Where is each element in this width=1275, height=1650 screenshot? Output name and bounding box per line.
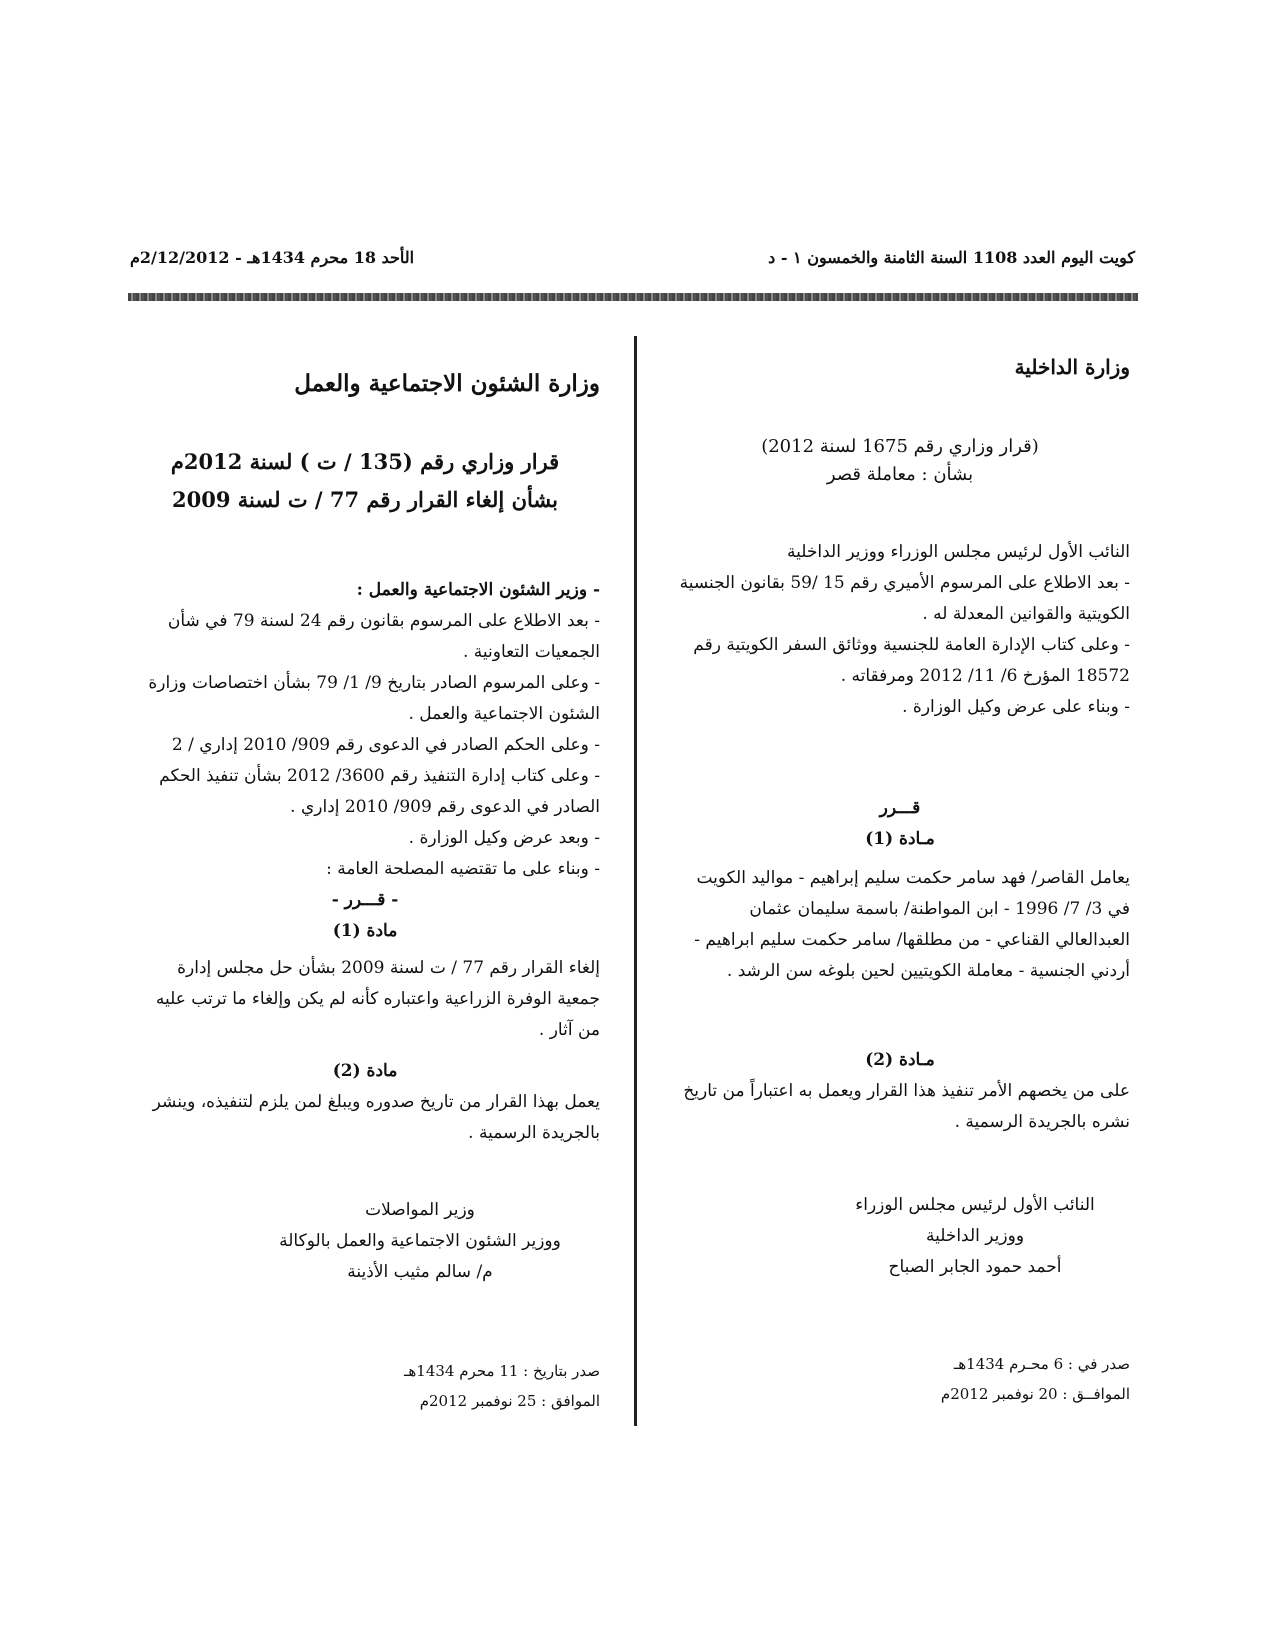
decision-title: قرار وزاري رقم (135 / ت ) لسنة 2012م <box>170 449 560 474</box>
article-1-text: يعامل القاصر/ فهد سامر حكمت سليم إبراهيم - مواليد الكويت في 3/ 7/ 1996 - ابن المواطنة/ باسمة سليمان عثمان العبدالعالي القناعي - من مطلقها/ سامر حكمت سليم ابراهيم - أردني الجنسية - معاملة الكويتيين لحين بلوغه سن الرشد . <box>694 868 1130 981</box>
signature-block <box>130 1195 600 1288</box>
preamble-line: - وعلى كتاب إدارة التنفيذ رقم 3600/ 2012 بشأن تنفيذ الحكم الصادر في الدعوى رقم 909/ 2010 إداري . <box>159 766 600 817</box>
preamble-line: - وعلى المرسوم الصادر بتاريخ 9/ 1/ 79 بشأن اختصاصات وزارة الشئون الاجتماعية والعمل . <box>148 673 600 724</box>
header-rule <box>128 293 1138 301</box>
signature-line: ووزير الشئون الاجتماعية والعمل بالوكالة <box>279 1231 561 1251</box>
preamble-line: - بعد الاطلاع على المرسوم بقانون رقم 24 لسنة 79 في شأن الجمعيات التعاونية . <box>167 611 600 662</box>
article-2-title: مادة (2) <box>332 1061 398 1081</box>
decision-body <box>670 793 1130 1138</box>
decision-subject: بشأن : معاملة قصر <box>826 464 974 485</box>
preamble-line: النائب الأول لرئيس مجلس الوزراء ووزير الداخلية <box>786 542 1130 562</box>
header-issue-info: كويت اليوم العدد 1108 السنة الثامنة والخمسون ١ - د <box>768 248 1135 267</box>
interior-decision-column <box>670 352 1130 1409</box>
decision-body <box>130 885 600 1149</box>
decision-title: (قرار وزاري رقم 1675 لسنة 2012) <box>761 436 1039 457</box>
preamble-line: - وعلى الحكم الصادر في الدعوى رقم 909/ 2010 إداري / 2 <box>171 735 600 755</box>
issued-date: صدر في : 6 محـرم 1434هـ <box>953 1355 1130 1373</box>
preamble <box>130 575 600 885</box>
preamble-line: - وعلى كتاب الإدارة العامة للجنسية ووثائق السفر الكويتية رقم 18572 المؤرخ 6/ 11/ 2012 ومرفقاته . <box>693 635 1130 686</box>
signature-line: وزير المواصلات <box>365 1200 475 1220</box>
social-affairs-decision-column <box>130 368 600 1416</box>
preamble-line: - بعد الاطلاع على المرسوم الأميري رقم 15 /59 بقانون الجنسية الكويتية والقوانين المعدلة له . <box>679 573 1130 624</box>
decided-heading: - قـــرر - <box>331 890 399 910</box>
article-2-text: يعمل بهذا القرار من تاريخ صدوره ويبلغ لمن يلزم لتنفيذه، وينشر بالجريدة الرسمية . <box>152 1092 600 1143</box>
signature-block <box>670 1190 1130 1283</box>
column-divider <box>634 336 637 1426</box>
corresponding-date: الموافق : 25 نوفمبر 2012م <box>419 1392 600 1410</box>
ministry-heading: وزارة الداخلية <box>1014 355 1130 379</box>
signature-line: النائب الأول لرئيس مجلس الوزراء <box>855 1195 1095 1215</box>
decision-subject: بشأن إلغاء القرار رقم 77 / ت لسنة 2009 <box>172 487 558 512</box>
corresponding-date: الموافــق : 20 نوفمبر 2012م <box>940 1385 1130 1403</box>
preamble-line: - وزير الشئون الاجتماعية والعمل : <box>356 580 600 600</box>
signature-line: م/ سالم مثيب الأذينة <box>347 1262 493 1282</box>
preamble-line: - وبعد عرض وكيل الوزارة . <box>408 828 600 848</box>
article-2-title: مـادة (2) <box>865 1050 935 1070</box>
decided-heading: قـــرر <box>879 798 921 818</box>
header-date: الأحد 18 محرم 1434هـ - 2/12/2012م <box>130 248 415 267</box>
issued-date: صدر بتاريخ : 11 محرم 1434هـ <box>403 1362 600 1380</box>
article-1-title: مادة (1) <box>332 921 398 941</box>
issue-date-block <box>130 1356 600 1416</box>
preamble <box>670 537 1130 723</box>
ministry-heading: وزارة الشئون الاجتماعية والعمل <box>294 370 600 397</box>
article-1-text: إلغاء القرار رقم 77 / ت لسنة 2009 بشأن حل مجلس إدارة جمعية الوفرة الزراعية واعتباره كأنه لم يكن وإلغاء ما ترتب عليه من آثار . <box>155 958 600 1040</box>
issue-date-block <box>670 1349 1130 1409</box>
preamble-line: - وبناء على ما تقتضيه المصلحة العامة : <box>326 859 600 879</box>
article-2-text: على من يخصهم الأمر تنفيذ هذا القرار ويعمل به اعتباراً من تاريخ نشره بالجريدة الرسمية . <box>683 1081 1130 1132</box>
signature-line: أحمد حمود الجابر الصباح <box>888 1257 1062 1277</box>
signature-line: ووزير الداخلية <box>925 1226 1025 1246</box>
article-1-title: مـادة (1) <box>865 829 935 849</box>
preamble-line: - وبناء على عرض وكيل الوزارة . <box>902 697 1130 717</box>
